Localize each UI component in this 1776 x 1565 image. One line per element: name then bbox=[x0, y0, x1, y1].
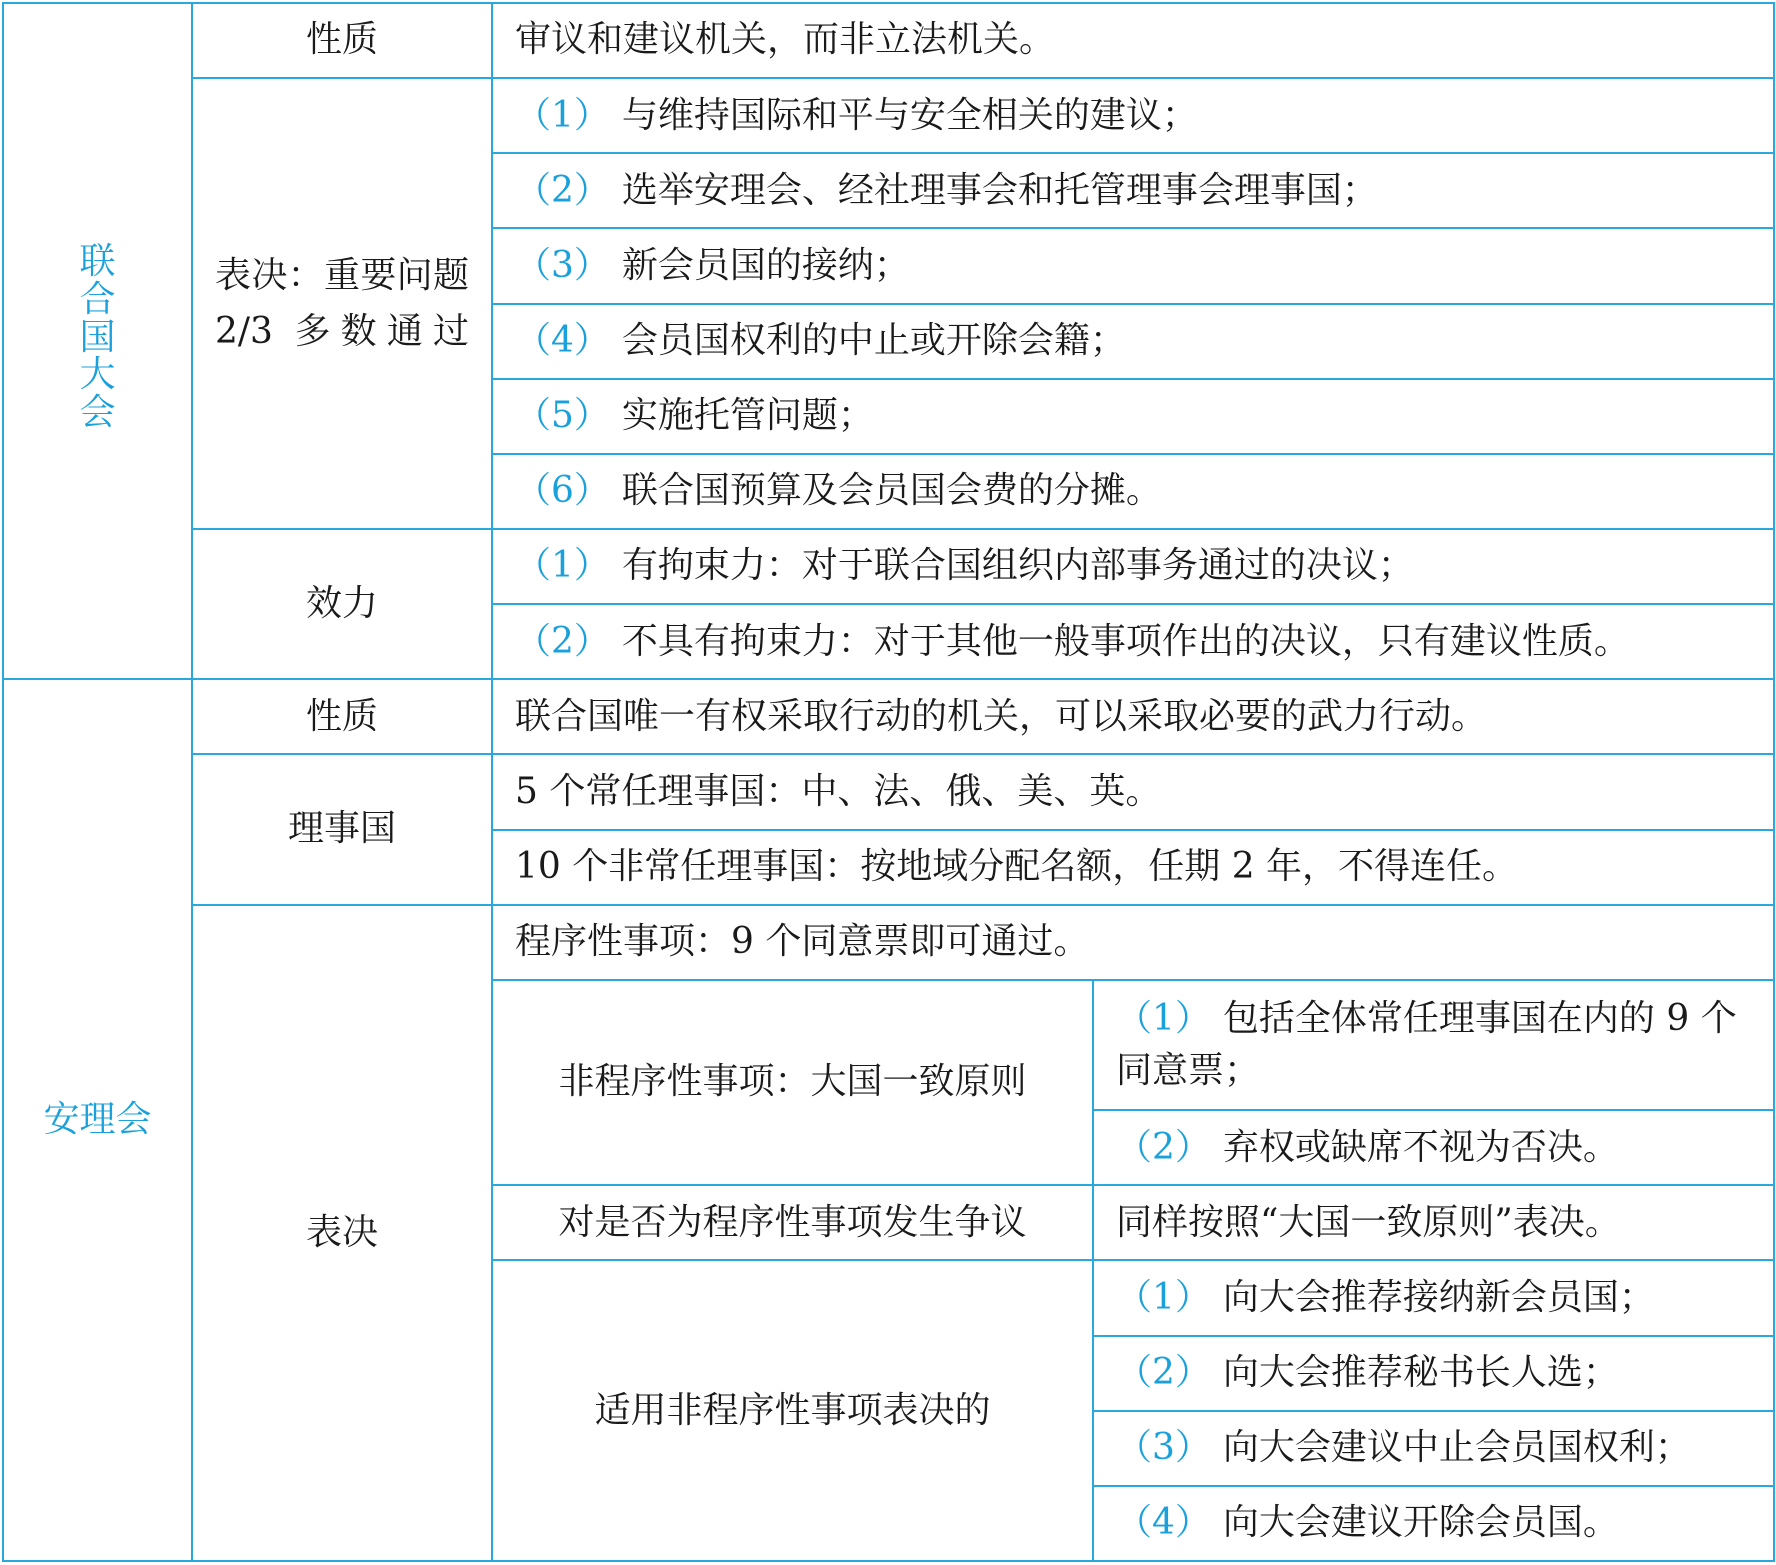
sc-applicable-item bbox=[1093, 1486, 1774, 1561]
item-text: 向大会推荐秘书长人选； bbox=[1222, 1351, 1619, 1393]
item-text: 向大会推荐接纳新会员国； bbox=[1222, 1276, 1655, 1318]
item-text: 联合国预算及会员国会费的分摊。 bbox=[621, 470, 1162, 512]
sc-applicable-item bbox=[1093, 1411, 1774, 1486]
ga-vote-item bbox=[492, 304, 1774, 379]
item-number: （2） bbox=[1116, 1351, 1211, 1393]
item-number: （1） bbox=[1116, 997, 1211, 1039]
sc-applicable-item bbox=[1093, 1260, 1774, 1335]
item-text: 向大会建议开除会员国。 bbox=[1222, 1502, 1619, 1544]
item-text: 不具有拘束力：对于其他一般事项作出的决议，只有建议性质。 bbox=[621, 620, 1630, 662]
sc-nonprocedural-item bbox=[1093, 980, 1774, 1110]
sc-applicable-item bbox=[1093, 1336, 1774, 1411]
item-number: （1） bbox=[515, 94, 610, 136]
ga-effect-item bbox=[492, 604, 1774, 679]
item-text: 有拘束力：对于联合国组织内部事务通过的决议； bbox=[621, 545, 1414, 587]
ga-category-cell bbox=[3, 3, 192, 679]
item-number: （4） bbox=[515, 320, 610, 362]
sc-dispute-label: 对是否为程序性事项发生争议 bbox=[492, 1185, 1093, 1260]
item-number: （1） bbox=[515, 545, 610, 587]
un-organs-table bbox=[2, 2, 1775, 1562]
sc-category-cell bbox=[3, 679, 192, 1561]
ga-vote-item bbox=[492, 454, 1774, 529]
ga-effect-item bbox=[492, 529, 1774, 604]
item-number: （3） bbox=[1116, 1427, 1211, 1469]
sc-vote-label: 表决 bbox=[192, 905, 492, 1561]
item-number: （5） bbox=[515, 395, 610, 437]
item-text: 弃权或缺席不视为否决。 bbox=[1222, 1126, 1619, 1168]
ga-nature-text: 审议和建议机关，而非立法机关。 bbox=[492, 3, 1774, 78]
sc-nature-label: 性质 bbox=[192, 679, 492, 754]
sc-nonprocedural-label: 非程序性事项：大国一致原则 bbox=[492, 980, 1093, 1185]
sc-name: 安理会 bbox=[43, 1099, 152, 1141]
item-number: （3） bbox=[515, 244, 610, 286]
sc-nature-text: 联合国唯一有权采取行动的机关，可以采取必要的武力行动。 bbox=[492, 679, 1774, 754]
sc-members-label: 理事国 bbox=[192, 754, 492, 904]
item-number: （4） bbox=[1116, 1502, 1211, 1544]
ga-vote-item bbox=[492, 153, 1774, 228]
ga-vote-label: 表决：重要问题 2/3 多数通过 bbox=[192, 78, 492, 529]
item-number: （6） bbox=[515, 470, 610, 512]
ga-effect-label: 效力 bbox=[192, 529, 492, 679]
item-text: 实施托管问题； bbox=[621, 395, 874, 437]
item-text: 选举安理会、经社理事会和托管理事会理事国； bbox=[621, 169, 1378, 211]
sc-applicable-label: 适用非程序性事项表决的 bbox=[492, 1260, 1093, 1561]
item-number: （2） bbox=[1116, 1126, 1211, 1168]
item-number: （1） bbox=[1116, 1276, 1211, 1318]
item-text: 新会员国的接纳； bbox=[621, 244, 910, 286]
sc-members-item: 10 个非常任理事国：按地域分配名额，任期 2 年，不得连任。 bbox=[492, 830, 1774, 905]
sc-nonprocedural-item bbox=[1093, 1110, 1774, 1185]
ga-vote-item bbox=[492, 228, 1774, 303]
item-text: 包括全体常任理事国在内的 9 个同意票； bbox=[1116, 997, 1737, 1091]
ga-vote-item bbox=[492, 78, 1774, 153]
sc-members-item: 5 个常任理事国：中、法、俄、美、英。 bbox=[492, 754, 1774, 829]
item-number: （2） bbox=[515, 620, 610, 662]
item-text: 会员国权利的中止或开除会籍； bbox=[621, 320, 1126, 362]
item-text: 向大会建议中止会员国权利； bbox=[1222, 1427, 1691, 1469]
ga-vote-item bbox=[492, 379, 1774, 454]
sc-procedural: 程序性事项：9 个同意票即可通过。 bbox=[492, 905, 1774, 980]
sc-dispute-text: 同样按照“大国一致原则”表决。 bbox=[1093, 1185, 1774, 1260]
item-number: （2） bbox=[515, 169, 610, 211]
ga-name: 联合国大会 bbox=[79, 240, 116, 434]
item-text: 与维持国际和平与安全相关的建议； bbox=[621, 94, 1198, 136]
ga-nature-label: 性质 bbox=[192, 3, 492, 78]
